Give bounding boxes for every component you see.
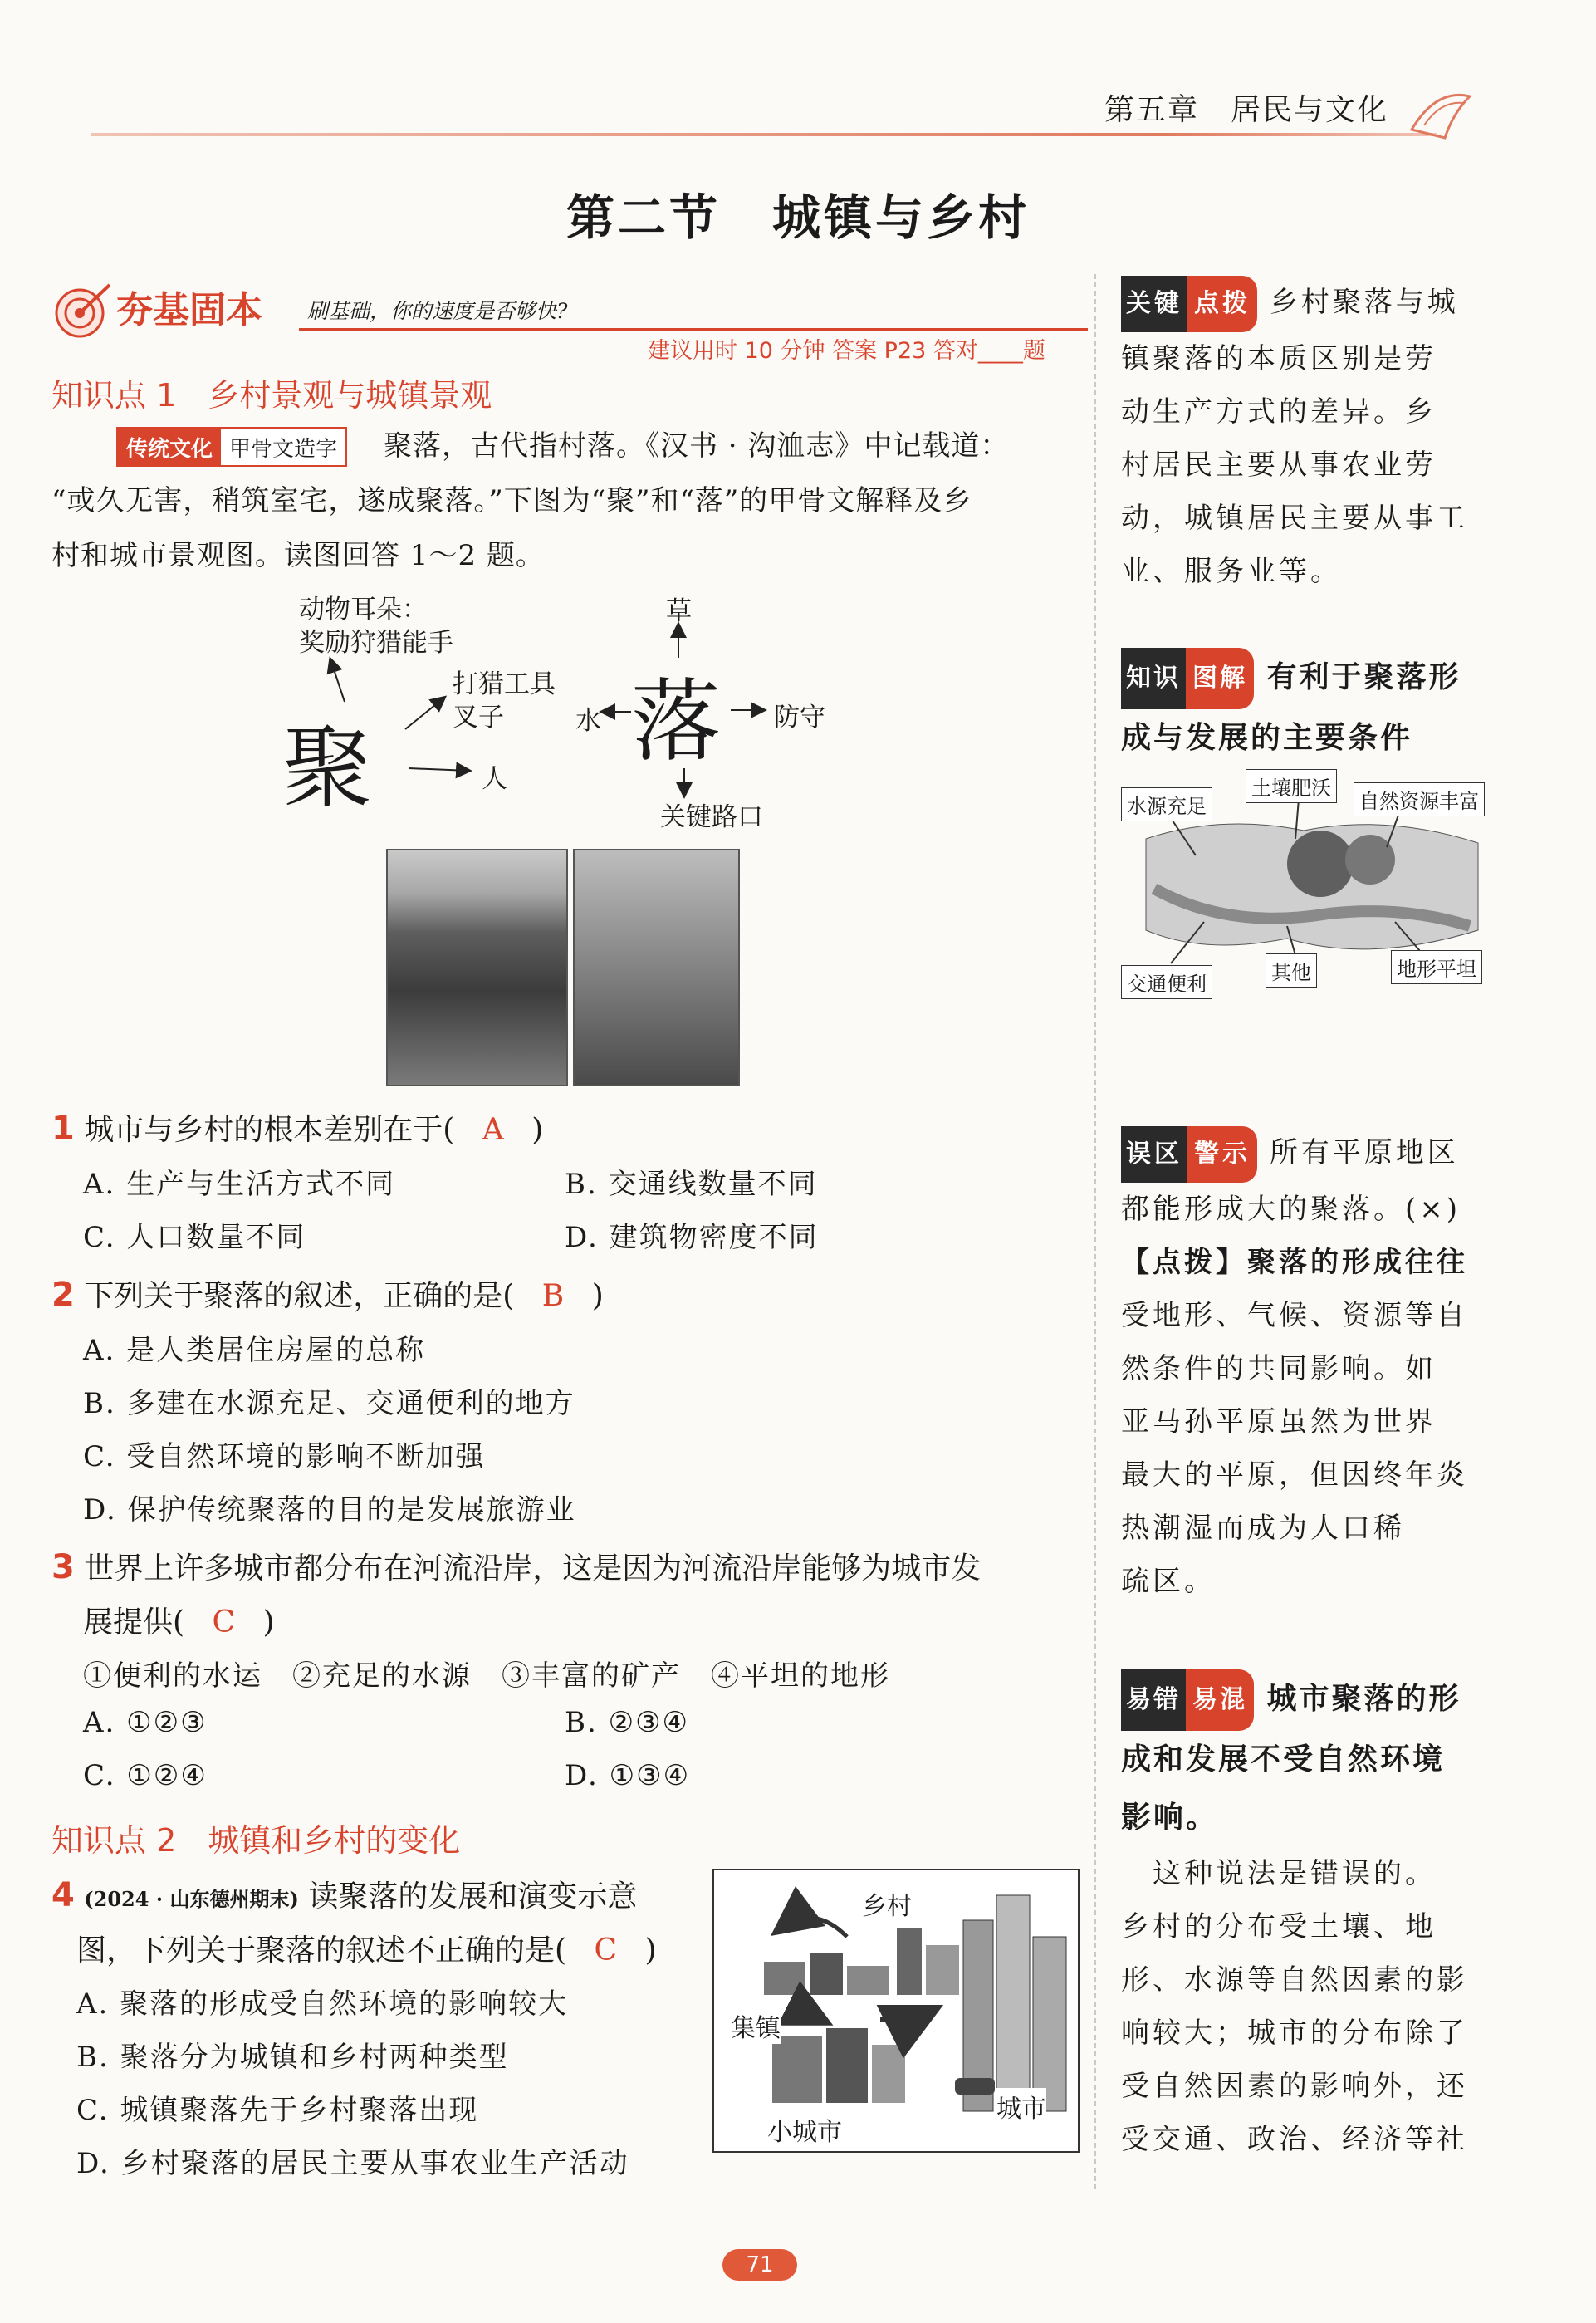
oracle-char-luo: 落 [631,670,722,774]
q1-number: 1 [51,1110,75,1148]
culture-tag-value: 甲骨文造字 [221,429,345,465]
settlement-conditions-figure [1121,764,1486,1013]
mistake-line-5: 然条件的共同影响。如 [1121,1352,1437,1385]
key-line-4: 村居民主要从事农业劳 [1121,448,1437,482]
confuse-line-1: 这种说法是错误的。 [1121,1857,1437,1890]
intro-line-2: “或久无害，稍筑室宅，遂成聚落。”下图为“聚”和“落”的甲骨文解释及乡 [51,484,972,517]
q3-number: 3 [51,1548,75,1586]
q3-option-c: C. ①②④ [83,1759,208,1792]
know-tag [1121,648,1254,709]
mistake-line-9: 疏区。 [1121,1565,1216,1598]
book-logo-icon [1403,71,1478,146]
confuse-line-2: 乡村的分布受土壤、地 [1121,1910,1437,1943]
badge-title: 夯基固本 [116,289,262,331]
badge-rule [299,328,1088,331]
q2-answer: B [541,1279,565,1313]
oracle-defend-label: 防守 [774,703,825,733]
q3-close: ) [262,1605,275,1639]
settlement-evolution-figure [712,1869,1080,2153]
confuse-tag-k: 易错 [1121,1669,1186,1731]
q2-option-d: D. 保护传统聚落的目的是发展旅游业 [83,1493,576,1527]
oracle-char-ju: 聚 [282,717,370,821]
q3-option-b: B. ②③④ [565,1706,690,1739]
confuse-bold-1: 城市聚落的形 [1266,1682,1461,1716]
q1-option-a: A. 生产与生活方式不同 [83,1168,396,1201]
q2-option-a: A. 是人类居住房屋的总称 [83,1334,426,1367]
know-line-1: 有利于聚落形 [1266,660,1461,694]
key-tag-v: 点拨 [1187,276,1257,332]
know-line-2: 成与发展的主要条件 [1121,721,1413,755]
mistake-line-2: 都能形成大的聚落。(×) [1121,1193,1461,1226]
village-landscape-photo [386,849,568,1086]
chapter-title: 第五章 居民与文化 [1104,93,1389,127]
cond-label-water: 水源充足 [1121,787,1212,821]
q1-stem: 城市与乡村的根本差别在于( [84,1113,455,1147]
q4-answer: C [594,1933,618,1968]
q3-option-a: A. ①②③ [83,1706,208,1739]
oracle-person-label: 人 [482,764,507,794]
key-tag [1121,276,1257,332]
time-hint: 建议用时 10 分钟 答案 P23 答对____题 [648,338,1045,364]
mistake-tag-v: 警示 [1187,1126,1257,1183]
mistake-line-1: 所有平原地区 [1269,1136,1459,1169]
fig-small-city-label: 小城市 [767,2111,842,2148]
key-line-6: 业、服务业等。 [1121,555,1342,588]
confuse-line-5: 受自然因素的影响外，还 [1121,2070,1468,2103]
mistake-line-4: 受地形、气候、资源等自 [1121,1299,1468,1332]
confuse-tag-v: 易混 [1186,1669,1254,1731]
fig-town-label: 集镇 [731,2007,781,2044]
q4-option-c: C. 城镇聚落先于乡村聚落出现 [76,2094,479,2127]
question-4-line-2 [76,1927,657,1969]
q2-option-c: C. 受自然环境的影响不断加强 [83,1440,486,1473]
oracle-grass-label: 草 [666,596,692,626]
q1-option-b: B. 交通线数量不同 [565,1168,818,1201]
cond-label-terrain: 地形平坦 [1391,950,1482,984]
knowledge-point-2: 知识点 2 城镇和乡村的变化 [51,1822,461,1859]
q3-items: ①便利的水运 ②充足的水源 ③丰富的矿产 ④平坦的地形 [83,1659,890,1693]
q1-option-d: D. 建筑物密度不同 [565,1221,819,1254]
page-number: 71 [722,2249,797,2281]
mistake-line-3: 【点拨】聚落的形成往往 [1121,1246,1468,1279]
cond-label-soil: 土壤肥沃 [1246,769,1337,803]
fig-city-label: 城市 [996,2088,1046,2125]
q2-option-b: B. 多建在水源充足、交通便利的地方 [83,1387,575,1420]
question-3-line-2 [83,1599,275,1641]
know-tag-k: 知识 [1121,648,1186,709]
tool-label-line-2: 叉子 [453,703,504,733]
target-icon [48,278,115,345]
key-line-5: 动，城镇居民主要从事工 [1121,502,1468,535]
confuse-bold-3: 影响。 [1121,1801,1219,1835]
mistake-tag-k: 误区 [1121,1126,1187,1183]
q3-option-d: D. ①③④ [565,1759,691,1792]
cond-label-resources: 自然资源丰富 [1354,782,1485,816]
q2-stem: 下列关于聚落的叙述，正确的是( [84,1279,515,1313]
key-tag-k: 关键 [1121,276,1187,332]
cond-label-transport: 交通便利 [1121,965,1212,999]
mistake-line-6: 亚马孙平原虽然为世界 [1121,1405,1437,1438]
fig-village-label: 乡村 [862,1885,912,1922]
oracle-road-label: 关键路口 [660,802,763,832]
side-mistake-box [1121,1126,1486,1608]
q4-close: ) [644,1933,657,1968]
section-title: 第二节 城镇与乡村 [565,189,1030,246]
q4-number: 4 [51,1876,75,1914]
q3-answer: C [212,1605,236,1639]
badge-subtitle: 刷基础，你的速度是否够快? [307,299,568,323]
q4-source: (2024 · 山东德州期末) [84,1887,299,1911]
key-line-1: 乡村聚落与城 [1269,286,1459,319]
ear-label-line-2: 奖励狩猎能手 [299,628,453,658]
q4-stem-2: 图，下列关于聚落的叙述不正确的是( [76,1933,567,1968]
q4-option-d: D. 乡村聚落的居民主要从事农业生产活动 [76,2147,629,2180]
q3-stem-1: 世界上许多城市都分布在河流沿岸，这是因为河流沿岸能够为城市发 [84,1551,982,1585]
intro-line-1: 聚落，古代指村落。《汉书 · 沟洫志》中记载道： [384,429,1010,463]
column-divider [1094,274,1096,2193]
mistake-line-8: 热潮湿而成为人口稀 [1121,1512,1405,1545]
q4-option-b: B. 聚落分为城镇和乡村两种类型 [76,2041,509,2074]
key-line-2: 镇聚落的本质区别是劳 [1121,342,1437,375]
confuse-line-6: 受交通、政治、经济等社 [1121,2123,1468,2156]
mistake-line-7: 最大的平原，但因终年炎 [1121,1458,1468,1492]
q2-close: ) [591,1279,604,1313]
confuse-bold-2: 成和发展不受自然环境 [1121,1742,1446,1777]
q1-option-c: C. 人口数量不同 [83,1221,306,1254]
confuse-line-3: 形、水源等自然因素的影 [1121,1963,1468,1997]
side-know-box [1121,648,1486,767]
question-1 [51,1106,543,1149]
culture-tag [116,427,347,467]
mistake-tag [1121,1126,1257,1183]
confuse-line-4: 响较大；城市的分布除了 [1121,2017,1468,2050]
intro-line-3: 村和城市景观图。读图回答 1～2 题。 [51,539,545,572]
oracle-water-label: 水 [575,706,601,736]
question-3 [51,1545,981,1587]
q4-option-a: A. 聚落的形成受自然环境的影响较大 [76,1987,569,2021]
header-rule [91,133,1437,136]
know-tag-v: 图解 [1186,648,1254,709]
city-landscape-photo [573,849,740,1086]
q1-answer: A [482,1113,504,1147]
q3-stem-2: 展提供( [83,1605,185,1639]
q4-stem-1: 读聚落的发展和演变示意 [308,1879,638,1914]
culture-tag-label: 传统文化 [118,429,221,465]
q2-number: 2 [51,1276,75,1314]
tool-label-line-1: 打猎工具 [453,669,556,699]
ear-label-line-1: 动物耳朵： [299,595,428,625]
confuse-tag [1121,1669,1254,1731]
oracle-arrows [282,581,814,831]
side-confuse-box [1121,1669,1486,2166]
question-2 [51,1272,604,1315]
cond-label-other: 其他 [1266,953,1317,988]
q1-close: ) [531,1113,544,1147]
knowledge-point-1: 知识点 1 乡村景观与城镇景观 [51,377,492,414]
key-line-3: 动生产方式的差异。乡 [1121,395,1437,429]
side-key-box [1121,276,1486,598]
question-4 [51,1873,637,1915]
